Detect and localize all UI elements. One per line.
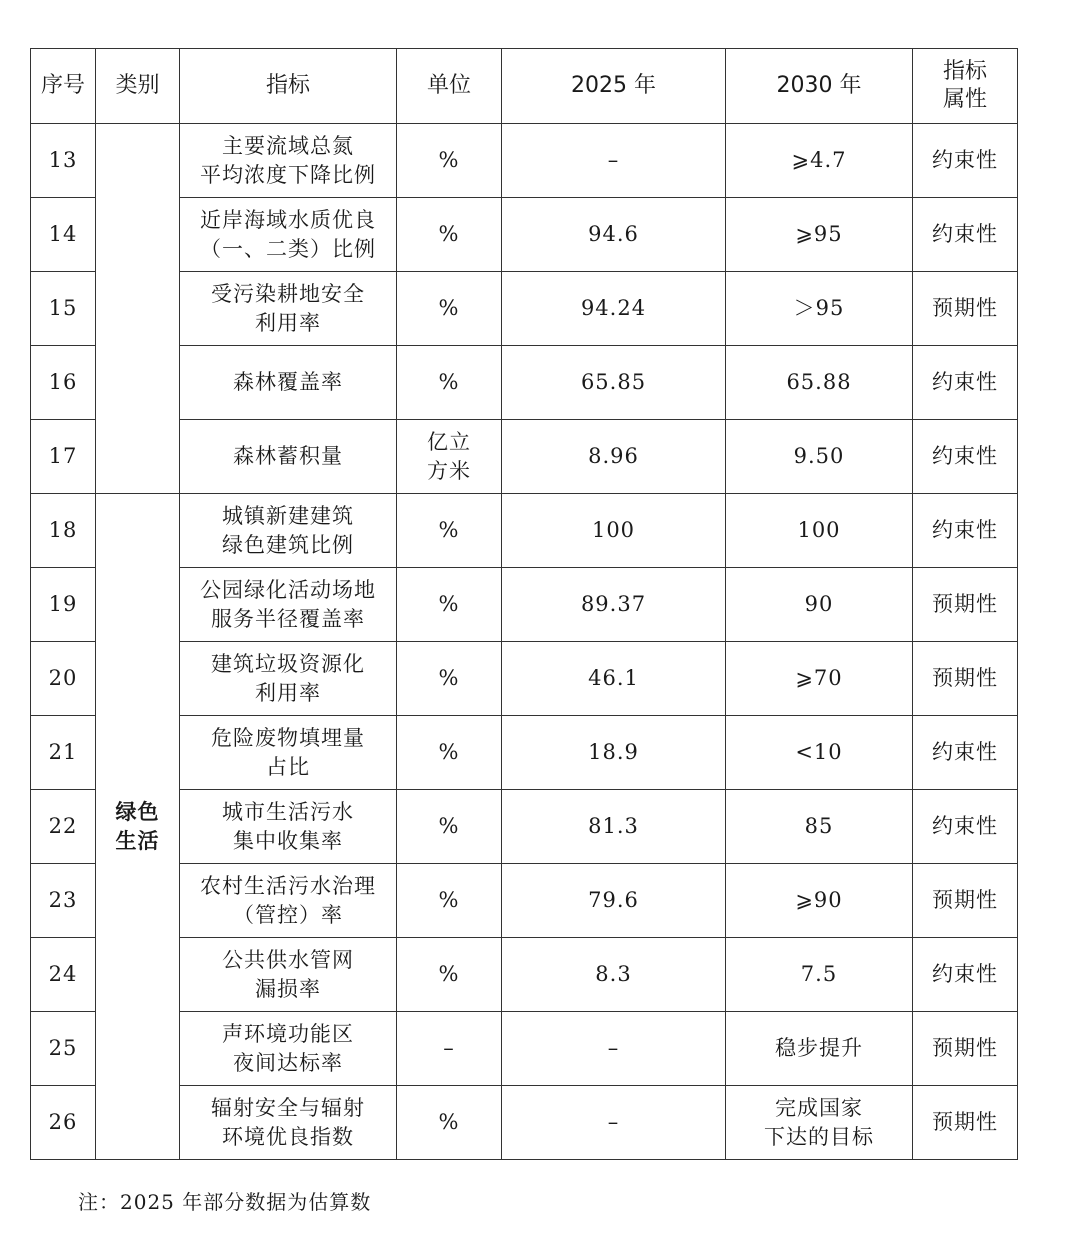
cell-indicator-line: 声环境功能区 — [222, 1021, 354, 1046]
cell-unit — [397, 568, 502, 642]
cell-2030-line: ＞95 — [793, 296, 845, 320]
cell-2030 — [726, 420, 913, 494]
table-row — [31, 420, 1018, 494]
cell-seq: 23 — [31, 864, 96, 938]
cell-indicator-line: 农村生活污水治理 — [200, 873, 376, 898]
cell-indicator — [180, 568, 397, 642]
cell-attribute: 预期性 — [913, 864, 1018, 938]
cell-indicator-line: 森林覆盖率 — [233, 370, 343, 394]
cell-attribute: 预期性 — [913, 642, 1018, 716]
cell-indicator-line: 服务半径覆盖率 — [211, 606, 365, 631]
table-row — [31, 494, 1018, 568]
cell-2030-line: 9.50 — [793, 444, 845, 468]
table-row — [31, 938, 1018, 1012]
cell-unit — [397, 420, 502, 494]
cell-2030-line: ⩾4.7 — [791, 148, 847, 172]
table-row — [31, 272, 1018, 346]
cell-indicator-line: 主要流域总氮 — [222, 133, 354, 158]
category-line: 生活 — [115, 828, 160, 853]
cell-indicator-line: （管控）率 — [233, 902, 343, 927]
cell-seq: 18 — [31, 494, 96, 568]
cell-2025 — [502, 346, 726, 420]
cell-attribute: 约束性 — [913, 198, 1018, 272]
cell-indicator-line: 漏损率 — [255, 976, 321, 1001]
cell-indicator-line: 近岸海域水质优良 — [200, 207, 376, 232]
cell-unit-line: % — [438, 962, 460, 986]
cell-attribute: 预期性 — [913, 568, 1018, 642]
table-header-row — [31, 49, 1018, 124]
cell-unit-line: % — [438, 222, 460, 246]
cell-seq: 20 — [31, 642, 96, 716]
cell-2030 — [726, 198, 913, 272]
table-row — [31, 864, 1018, 938]
cell-2025-line: – — [607, 1036, 620, 1060]
cell-unit — [397, 272, 502, 346]
cell-2030-line: ⩾70 — [795, 666, 843, 690]
cell-2030 — [726, 864, 913, 938]
header-attribute-line: 属性 — [942, 87, 987, 112]
cell-2030-line: 完成国家 — [775, 1095, 863, 1120]
cell-seq: 13 — [31, 124, 96, 198]
cell-indicator-line: 辐射安全与辐射 — [211, 1095, 365, 1120]
cell-indicator-line: 建筑垃圾资源化 — [211, 651, 365, 676]
cell-seq: 24 — [31, 938, 96, 1012]
cell-indicator-line: 城市生活污水 — [222, 799, 354, 824]
cell-2025-line: 100 — [591, 518, 636, 542]
cell-2030-line: 85 — [804, 814, 834, 838]
cell-indicator-line: 夜间达标率 — [233, 1050, 343, 1075]
cell-seq: 17 — [31, 420, 96, 494]
cell-unit-line: % — [438, 814, 460, 838]
category-line: 绿色 — [115, 799, 160, 824]
cell-unit — [397, 716, 502, 790]
cell-unit-line: % — [438, 740, 460, 764]
cell-seq: 15 — [31, 272, 96, 346]
cell-2025 — [502, 494, 726, 568]
cell-indicator — [180, 346, 397, 420]
cell-indicator-line: 平均浓度下降比例 — [200, 162, 376, 187]
cell-indicator — [180, 864, 397, 938]
cell-indicator-line: （一、二类）比例 — [200, 236, 376, 261]
cell-unit-line: % — [438, 1110, 460, 1134]
cell-seq: 16 — [31, 346, 96, 420]
cell-2030 — [726, 568, 913, 642]
header-unit: 单位 — [397, 49, 502, 124]
cell-indicator-line: 占比 — [266, 754, 310, 779]
cell-attribute: 约束性 — [913, 790, 1018, 864]
cell-2030 — [726, 790, 913, 864]
cell-seq: 22 — [31, 790, 96, 864]
cell-indicator-line: 利用率 — [255, 310, 321, 335]
cell-attribute: 约束性 — [913, 716, 1018, 790]
cell-unit-line: % — [438, 888, 460, 912]
cell-2030-line: 90 — [804, 592, 834, 616]
cell-category-green-living — [96, 494, 180, 1160]
cell-unit — [397, 1012, 502, 1086]
cell-2025-line: 46.1 — [588, 666, 639, 690]
cell-2025-line: 8.96 — [588, 444, 639, 468]
cell-2025-line: 65.85 — [580, 370, 647, 394]
cell-indicator-line: 绿色建筑比例 — [222, 532, 354, 557]
cell-2025-line: 89.37 — [580, 592, 647, 616]
cell-unit-line: % — [438, 296, 460, 320]
cell-2025 — [502, 272, 726, 346]
cell-2025-line: 81.3 — [588, 814, 639, 838]
cell-2030-line: 100 — [797, 518, 841, 542]
cell-unit — [397, 864, 502, 938]
cell-attribute: 约束性 — [913, 938, 1018, 1012]
cell-indicator — [180, 494, 397, 568]
table-row — [31, 790, 1018, 864]
cell-2025 — [502, 1086, 726, 1160]
cell-unit-line: % — [438, 592, 460, 616]
cell-unit — [397, 198, 502, 272]
cell-attribute: 预期性 — [913, 1012, 1018, 1086]
cell-2030 — [726, 124, 913, 198]
cell-attribute: 约束性 — [913, 124, 1018, 198]
header-attribute — [913, 49, 1018, 124]
table-row — [31, 1086, 1018, 1160]
cell-2030 — [726, 938, 913, 1012]
cell-indicator-line: 森林蓄积量 — [233, 444, 343, 468]
cell-indicator — [180, 938, 397, 1012]
cell-2030-line: <10 — [795, 740, 843, 764]
cell-attribute: 预期性 — [913, 1086, 1018, 1160]
table-row — [31, 198, 1018, 272]
cell-2030-line: ⩾95 — [795, 222, 843, 246]
cell-2030-line: 稳步提升 — [775, 1036, 863, 1060]
cell-unit-line: % — [438, 370, 460, 394]
cell-indicator-line: 环境优良指数 — [222, 1124, 354, 1149]
cell-2025-line: 18.9 — [588, 740, 639, 764]
cell-2025-line: 94.6 — [588, 222, 639, 246]
table-row — [31, 642, 1018, 716]
cell-2025 — [502, 124, 726, 198]
cell-2025-line: 79.6 — [588, 888, 639, 912]
cell-indicator — [180, 1086, 397, 1160]
cell-indicator — [180, 124, 397, 198]
cell-2025 — [502, 938, 726, 1012]
table-row — [31, 1012, 1018, 1086]
header-attribute-line: 指标 — [942, 59, 987, 84]
cell-indicator-line: 集中收集率 — [233, 828, 343, 853]
cell-unit-line: % — [438, 148, 460, 172]
cell-indicator-line: 利用率 — [255, 680, 321, 705]
cell-attribute: 约束性 — [913, 420, 1018, 494]
cell-2030 — [726, 1086, 913, 1160]
header-2030: 2030 年 — [726, 49, 913, 124]
footnote: 注：2025 年部分数据为估算数 — [78, 1190, 372, 1214]
cell-2030 — [726, 1012, 913, 1086]
cell-2025 — [502, 642, 726, 716]
cell-2025-line: – — [607, 1110, 620, 1134]
cell-2030-line: 下达的目标 — [764, 1124, 874, 1149]
cell-seq: 19 — [31, 568, 96, 642]
cell-indicator-line: 公共供水管网 — [222, 947, 354, 972]
cell-2025 — [502, 790, 726, 864]
cell-unit-line: 亿立 — [427, 429, 471, 454]
cell-indicator-line: 城镇新建建筑 — [222, 503, 354, 528]
cell-2030 — [726, 494, 913, 568]
cell-unit — [397, 790, 502, 864]
cell-2030 — [726, 272, 913, 346]
cell-2030 — [726, 642, 913, 716]
cell-unit-line: 方米 — [427, 458, 471, 483]
cell-unit — [397, 642, 502, 716]
cell-indicator — [180, 642, 397, 716]
cell-unit-line: % — [438, 518, 460, 542]
cell-2025 — [502, 864, 726, 938]
cell-attribute: 约束性 — [913, 346, 1018, 420]
cell-indicator-line: 公园绿化活动场地 — [200, 577, 376, 602]
cell-unit — [397, 1086, 502, 1160]
cell-indicator — [180, 420, 397, 494]
cell-indicator — [180, 716, 397, 790]
cell-unit — [397, 938, 502, 1012]
cell-unit-line: % — [438, 666, 460, 690]
cell-attribute: 预期性 — [913, 272, 1018, 346]
header-2025: 2025 年 — [502, 49, 726, 124]
header-category: 类别 — [96, 49, 180, 124]
cell-indicator — [180, 1012, 397, 1086]
cell-2025 — [502, 1012, 726, 1086]
cell-seq: 14 — [31, 198, 96, 272]
table-row — [31, 716, 1018, 790]
cell-2025 — [502, 198, 726, 272]
cell-unit — [397, 494, 502, 568]
table-row — [31, 346, 1018, 420]
cell-2030-line: 65.88 — [786, 370, 852, 394]
cell-indicator — [180, 272, 397, 346]
cell-2030-line: ⩾90 — [795, 888, 843, 912]
cell-2030 — [726, 716, 913, 790]
cell-attribute: 约束性 — [913, 494, 1018, 568]
cell-seq: 21 — [31, 716, 96, 790]
table-row — [31, 124, 1018, 198]
cell-indicator-line: 受污染耕地安全 — [211, 281, 365, 306]
header-seq: 序号 — [31, 49, 96, 124]
cell-2030-line: 7.5 — [800, 962, 838, 986]
cell-2025-line: – — [607, 148, 620, 172]
header-indicator: 指标 — [180, 49, 397, 124]
cell-2025-line: 94.24 — [580, 296, 647, 320]
cell-unit — [397, 346, 502, 420]
cell-indicator — [180, 198, 397, 272]
cell-2025-line: 8.3 — [595, 962, 632, 986]
cell-category-blank — [96, 124, 180, 494]
cell-seq: 25 — [31, 1012, 96, 1086]
cell-indicator-line: 危险废物填埋量 — [211, 725, 365, 750]
cell-2025 — [502, 716, 726, 790]
cell-2030 — [726, 346, 913, 420]
cell-unit — [397, 124, 502, 198]
cell-2025 — [502, 420, 726, 494]
cell-unit-line: – — [443, 1036, 455, 1060]
indicator-table — [30, 48, 1018, 1160]
table-row — [31, 568, 1018, 642]
cell-indicator — [180, 790, 397, 864]
cell-2025 — [502, 568, 726, 642]
cell-seq: 26 — [31, 1086, 96, 1160]
